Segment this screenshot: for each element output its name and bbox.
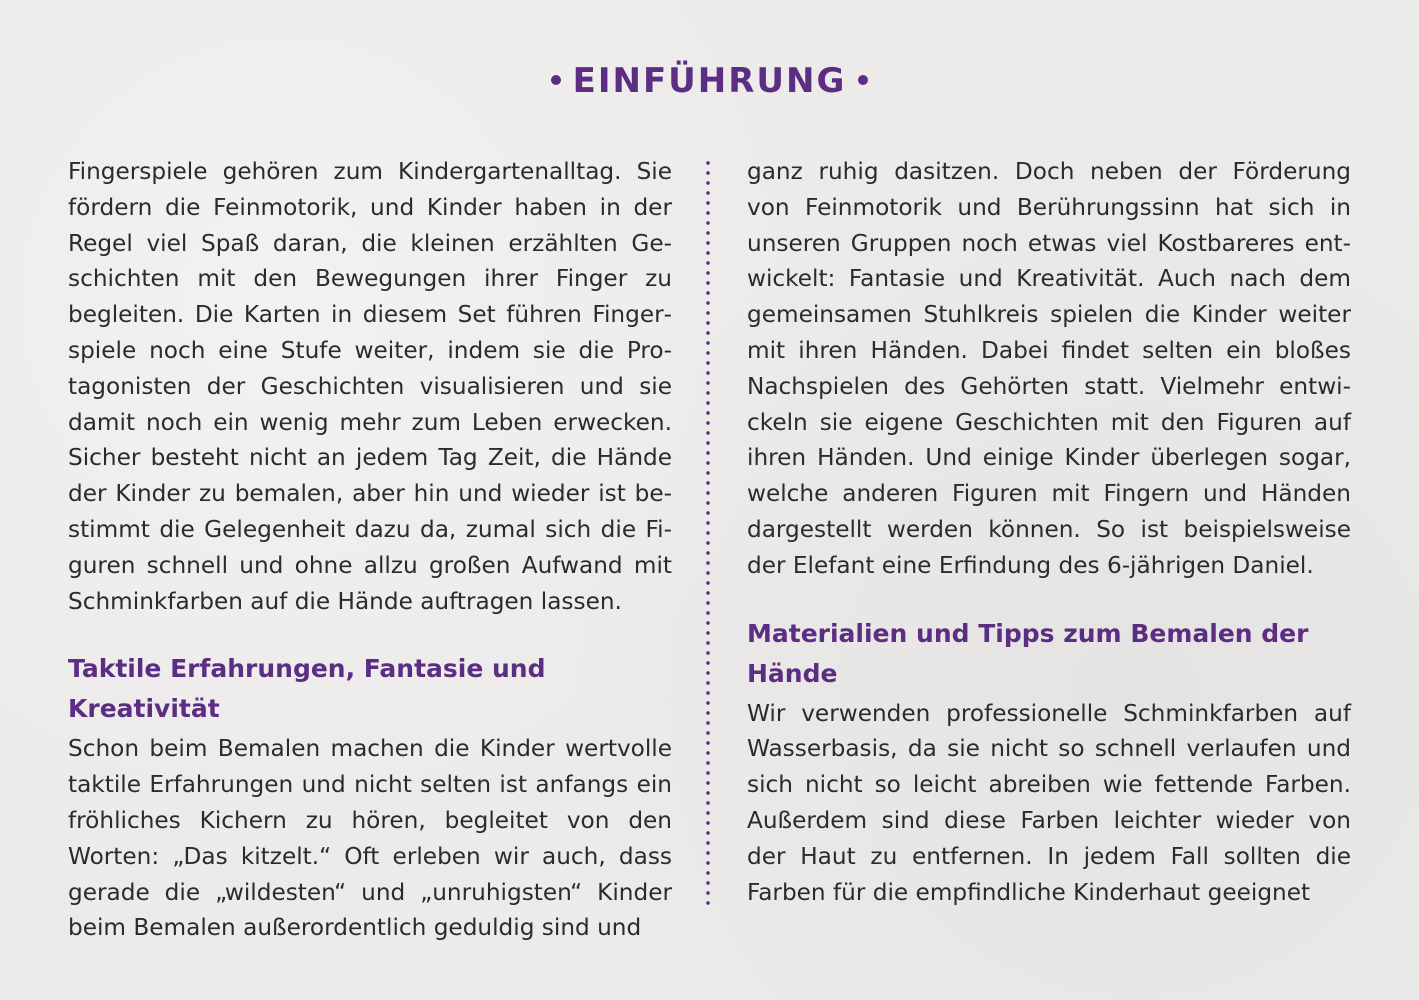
column-divider-dotted [706, 158, 710, 910]
intro-paragraph: Fingerspiele gehören zum Kindergartenalltag. Sie fördern die Feinmotorik, und Kinder haben in der Regel viel Spaß daran, die kleinen erzählten Geschichten mit den Bewegungen ihrer Finger zu begleiten. Die Karten in diesem Set führen Fingerspiele noch eine Stufe weiter, indem sie die Protagonisten der Geschichten visualisieren und sie damit noch ein wenig mehr zum Leben erwecken. Sicher besteht nicht an jedem Tag Zeit, die Hände der Kinder zu bemalen, aber hin und wieder ist bestimmt die Gelegenheit dazu da, zumal sich die Figuren schnell und ohne allzu großen Aufwand mit Schminkfarben auf die Hände auftragen lassen. [68, 158, 672, 615]
right-column [747, 154, 1351, 910]
page-title [0, 58, 1419, 104]
page-title-text: EINFÜHRUNG [572, 61, 847, 101]
tactile-paragraph: Schon beim Bemalen machen die Kinder wertvolle taktile Erfahrungen und nicht selten ist anfangs ein fröhliches Kichern zu hören, begleitet von den Worten: „Das kitzelt.“ Oft erleben wir auch, dass gerade die „wildesten“ und „unruhigsten“ Kinder beim Bemalen außerordentlich geduldig sind und [68, 735, 672, 942]
section-heading-tactile: Taktile Erfahrungen, Fantasie und Kreativität [68, 654, 546, 724]
left-column [68, 154, 672, 946]
title-bullet-left [551, 75, 561, 85]
section-heading-materials: Materialien und Tipps zum Bemalen der Hände [747, 618, 1309, 688]
continuation-paragraph: ganz ruhig dasitzen. Doch neben der Förderung von Feinmotorik und Berührungssinn hat sich in unseren Gruppen noch etwas viel Kostbareres entwickelt: Fantasie und Kreativität. Auch nach dem gemeinsamen Stuhlkreis spielen die Kinder weiter mit ihren Händen. Dabei findet selten ein bloßes Nachspielen des Gehörten statt. Vielmehr entwickeln sie eigene Geschichten mit den Figuren auf ihren Händen. Und einige Kinder überlegen sogar, welche anderen Figuren mit Fingern und Händen dargestellt werden können. So ist beispielsweise der Elefant eine Erfindung des 6-jährigen Daniel. [747, 158, 1351, 579]
title-bullet-right [858, 75, 868, 85]
materials-paragraph: Wir verwenden professionelle Schminkfarben auf Wasserbasis, da sie nicht so schnell verlaufen und sich nicht so leicht abreiben wie fettende Farben. Außerdem sind diese Farben leichter wieder von der Haut zu entfernen. In jedem Fall sollten die Farben für die empfindliche Kinderhaut geeignet [747, 699, 1351, 906]
